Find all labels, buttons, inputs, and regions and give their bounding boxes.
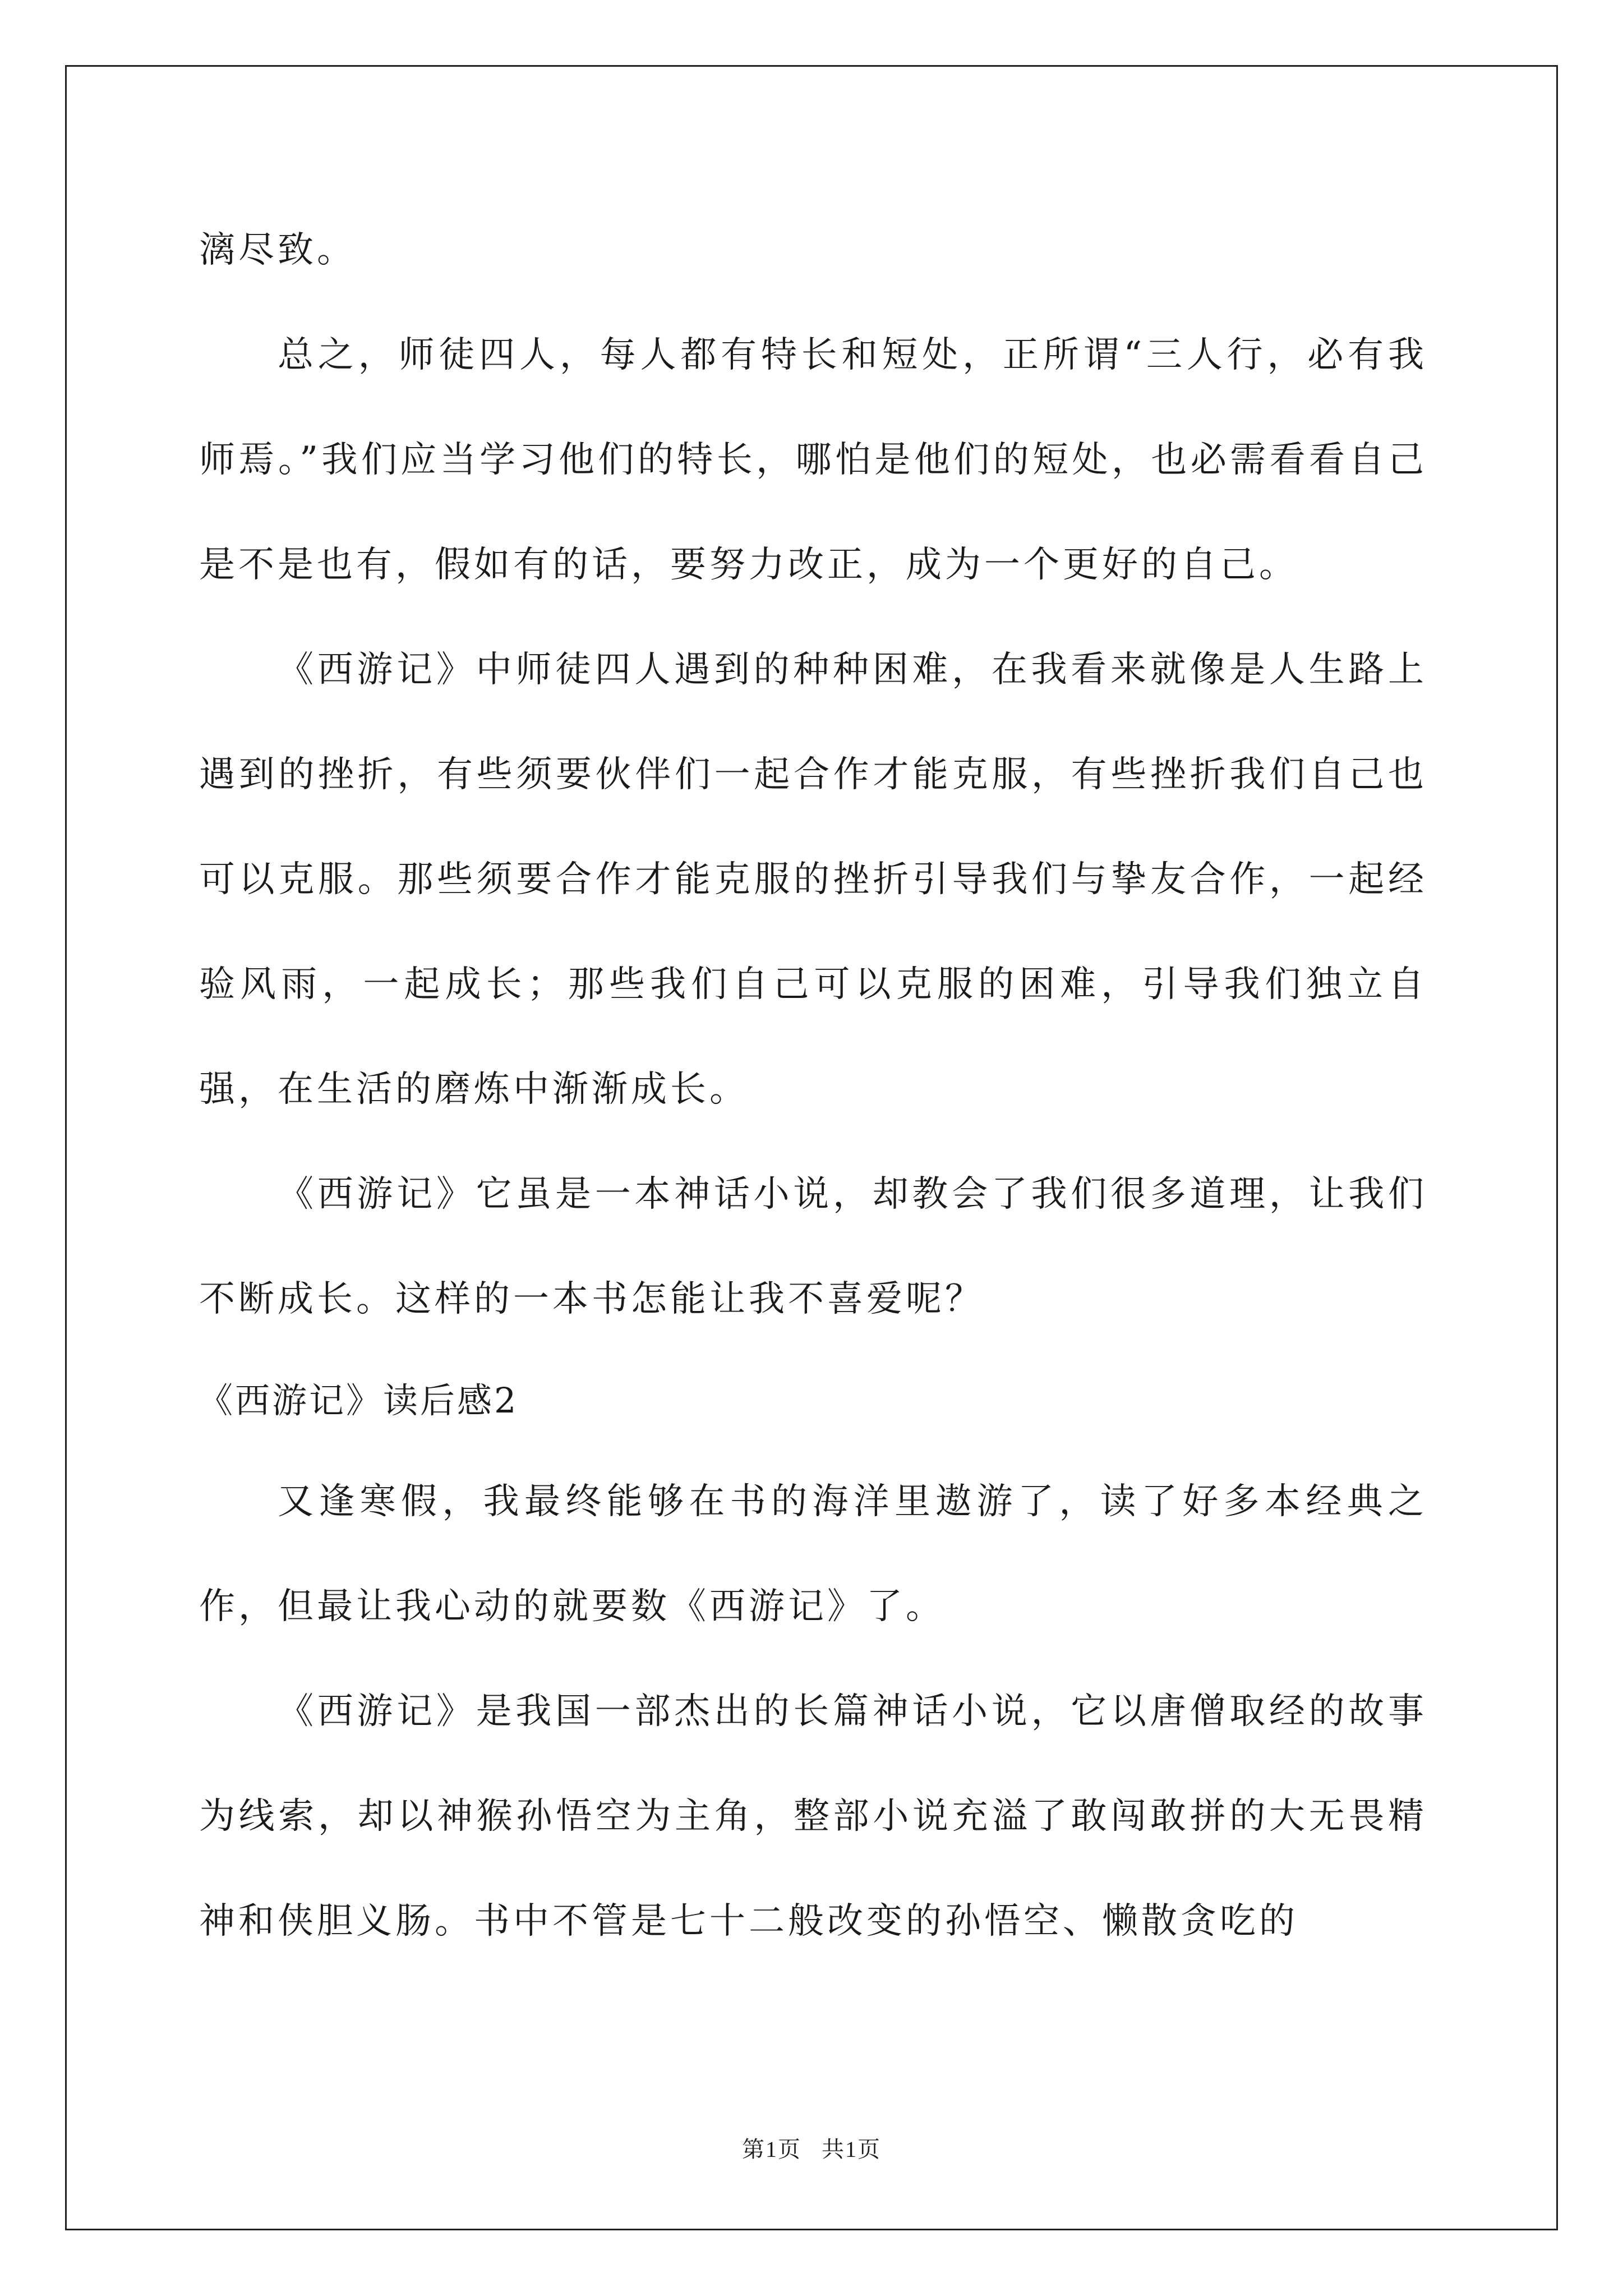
page-number: 第1页	[742, 2137, 801, 2162]
paragraph: 总之，师徒四人，每人都有特长和短处，正所谓“三人行，必有我师焉。”我们应当学习他们的特长，哪怕是他们的短处，也必需看看自己是不是也有，假如有的话，要努力改正，成为一个更好的自己。	[199, 334, 1427, 586]
paragraph: 《西游记》中师徒四人遇到的种种困难，在我看来就像是人生路上遇到的挫折，有些须要伙伴们一起合作才能克服，有些挫折我们自己也可以克服。那些须要合作才能克服的挫折引导我们与挚友合作，一起经验风雨，一起成长；那些我们自己可以克服的困难，引导我们独立自强，在生活的磨炼中渐渐成长。	[199, 649, 1427, 1110]
paragraph: 《西游记》是我国一部杰出的长篇神话小说，它以唐僧取经的故事为线索，却以神猴孙悟空为主角，整部小说充溢了敢闯敢拼的大无畏精神和侠胆义肠。书中不管是七十二般改变的孙悟空、懒散贪吃的	[199, 1691, 1427, 1942]
paragraph: 漓尽致。	[199, 229, 356, 271]
section-heading: 《西游记》读后感2	[198, 1380, 519, 1421]
page-footer	[0, 2132, 1623, 2164]
paragraph: 《西游记》它虽是一本神话小说，却教会了我们很多道理，让我们不断成长。这样的一本书怎能让我不喜爱呢？	[199, 1174, 1427, 1320]
document-body	[199, 198, 1427, 1974]
paragraph: 又逢寒假，我最终能够在书的海洋里遨游了，读了好多本经典之作，但最让我心动的就要数《西游记》了。	[199, 1481, 1427, 1627]
page-total: 共1页	[822, 2137, 881, 2162]
